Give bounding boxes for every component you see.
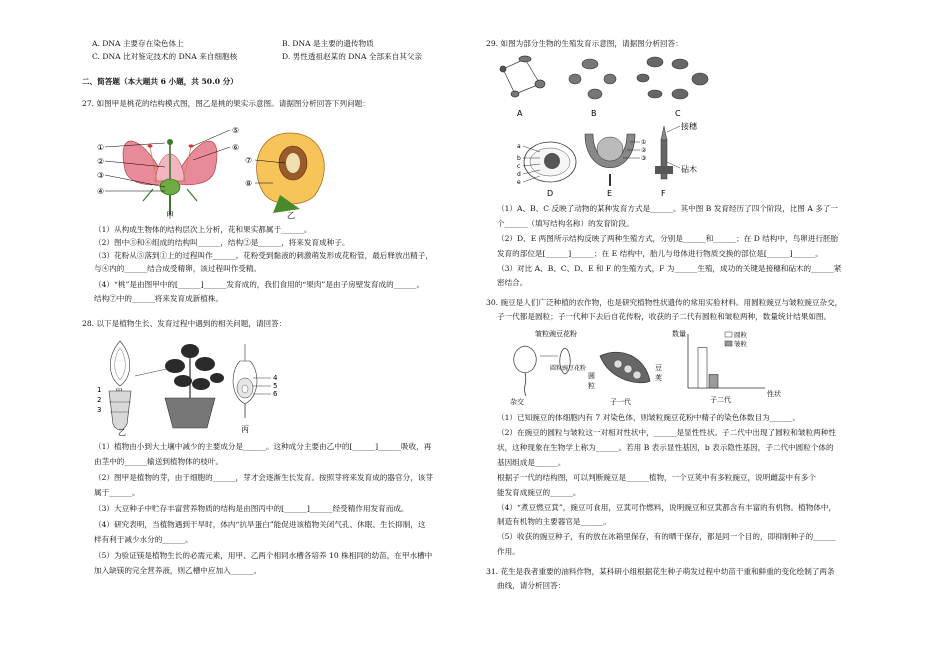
label-2: ② [97, 157, 105, 166]
label-a: a [517, 143, 521, 150]
caption-f: F [661, 189, 666, 198]
ovary [160, 179, 180, 195]
q28-sub2b: 属于______。 [94, 488, 140, 497]
q31-stem2: 曲线，请分析回答： [497, 581, 566, 590]
num-2: 2 [97, 396, 102, 404]
q28-sub5b: 加入缺镁的完全营养液，则乙槽中应加入______。 [94, 566, 262, 575]
q30-sub4b: 制造有机物的主要器官是______。 [497, 517, 611, 526]
label-zajiao: 杂交 [510, 398, 524, 406]
legend-swatch-round [725, 332, 732, 337]
label-b: b [517, 155, 521, 162]
q26-option-c: C. DNA 比对鉴定技术的 DNA 来自细胞核 [92, 52, 238, 61]
plant-leaves [165, 344, 224, 390]
q30-sub5b: 作用。 [497, 547, 520, 556]
q30-pea-cross-figure [500, 326, 670, 408]
q27-sub4b: 结构⑦中的______将来发育成新植株。 [94, 294, 224, 303]
anther [189, 144, 194, 147]
q29-stem: 29. 如图为部分生物的生殖发育示意图，请据图分析回答： [486, 39, 683, 48]
seed [286, 153, 300, 173]
q28-sub4b: 样有利于减少水分的______。 [94, 535, 193, 544]
q31-stem1: 31. 花生是我者重要的油料作物，某科研小组根据花生种子萌发过程中幼苗干重和鲜重的变化绘制了两条 [486, 567, 835, 576]
num-4: 4 [273, 374, 278, 382]
pea-flower-left [514, 346, 537, 373]
label-jiesui: 接穗 [681, 122, 697, 131]
label-ziyidai: 子一代 [610, 398, 631, 406]
root-tip [109, 391, 131, 430]
q30-trait-bar-chart [670, 326, 790, 408]
q27-peach-fruit-figure [245, 125, 335, 220]
label-c: c [517, 163, 521, 170]
label-3: ③ [97, 171, 105, 180]
q30-sub3b: 能发育成豌豆的______。 [497, 488, 581, 497]
q27-sub2: （2）图中⑤和⑥组成的结构叫______，结构②是______，将来发育成种子。 [94, 238, 350, 247]
stigma [167, 139, 173, 145]
legend-round: 圆粒 [734, 331, 747, 339]
q28-sub3: （3）大豆种子中贮存丰富营养物质的结构是由图丙中的[______]______经受精作用发育而成。 [94, 504, 409, 513]
q26-option-d: D. 男性透祖赵某的 DNA 全部来自其父亲 [282, 52, 423, 61]
label-1: ① [97, 143, 105, 152]
diagram-b-cycle [569, 59, 616, 99]
q28-sub5a: （5）为验证镁是植物生长的必需元素，用甲、乙两个相同水槽各培养 10 株相同的幼苗，在甲水槽中 [94, 551, 433, 560]
q27-sub3a: （3）花粉从⑤落到①上的过程叫作______。花粉受到黏液的刺激萌发形成花粉管，最后释放出精子， [94, 251, 433, 260]
q27-stem: 27. 如图甲是桃花的结构模式图，图乙是桃的果实示意图。请据图分析回答下列问题： [82, 99, 370, 108]
q28-sub4a: （4）研究表明，当植物遇到干旱时，体内“抗旱蛋白”能促进该植物关闭气孔、休眠、生长抑制，这 [94, 520, 426, 529]
bud-outline [110, 341, 130, 386]
caption-b: B [591, 109, 597, 118]
section-heading: 二、简答题（本大题共 6 小题，共 50.0 分） [82, 77, 238, 86]
q27-sub3b: 与④内的______结合成受精卵，该过程叫作受精。 [94, 264, 262, 273]
q30-sub2a: （2）在豌豆的圆粒与皱粒这一对相对性状中，______是显性性状。子二代中出现了圆粒和皱粒两种性 [497, 428, 836, 437]
label-dou: 豆 [655, 364, 662, 372]
q26-option-a: A. DNA 主要存在染色体上 [92, 39, 184, 48]
num-6: 6 [273, 390, 278, 398]
label-zhanmu: 砧木 [681, 165, 697, 174]
label-li: 粒 [588, 382, 595, 390]
label-e3: ③ [641, 155, 647, 162]
q30-stem1: 30. 豌豆是人们广泛种植的农作物，也是研究植物性状遗传的常用实验材料。用圆粒豌豆与皱粒豌豆杂交， [486, 298, 843, 307]
caption-jia: 甲 [166, 211, 174, 220]
caption-yi: 乙 [287, 211, 295, 220]
x-axis-label: 性状 [767, 390, 781, 398]
q30-sub4a: （4）“煮豆燃豆萁”，豌豆可食用，豆萁可作燃料，说明豌豆和豆萁都含有丰富的有机物。植物体中， [497, 503, 837, 512]
q28-stem: 28. 以下是植物生长、发育过程中遇到的相关问题，请回答： [82, 319, 287, 328]
q27-sub4a: （4）“桃”是由图甲中的[______]______发育成的，我们食用的“果肉”是由子房壁发育成的______。 [94, 280, 425, 289]
bar-wrinkled [709, 375, 718, 389]
legend-wrinkled: 皱粒 [734, 340, 747, 348]
q27-sub1: （1）从构成生物体的结构层次上分析，花和果实都属于______。 [94, 225, 312, 234]
label-yuan: 圆 [588, 372, 595, 380]
flower-pot [165, 398, 215, 428]
q30-sub1: （1）已知豌豆的体细胞内有 7 对染色体，则皱粒豌豆花粉中精子的染色体数目为______。 [497, 413, 801, 422]
label-zhouli-pollen: 皱粒豌豆花粉 [535, 330, 577, 338]
y-axis-label: 数量 [672, 330, 686, 338]
q29-reproduction-figure [495, 54, 725, 199]
x-category-label: 子二代 [710, 396, 731, 404]
num-5: 5 [273, 382, 278, 390]
q28-plant-figure [95, 336, 295, 436]
label-8: ⑧ [245, 179, 253, 188]
bar-round [698, 348, 707, 389]
num-3: 3 [97, 406, 102, 414]
label-jia: 荚 [655, 374, 662, 382]
q30-sub2c: 基因组成是______。 [497, 458, 566, 467]
q30-stem2: 子一代都是圆粒；子一代种下去后自花传粉，收获的子二代有圆粒和皱粒两种，数量统计结果如图。 [497, 312, 832, 321]
q30-sub2b: 状，这种现象在生物学上称为______。若用 B 表示显性基因，b 表示隐性基因，子二代中圆粒个体的 [497, 443, 834, 452]
q28-sub1a: （1）植物由小到大土壤中减少的主要成分是______。这种成分主要由乙中的[______]______吸收，再 [94, 442, 432, 451]
caption-bing: 丙 [241, 425, 249, 434]
label-7: ⑦ [245, 156, 253, 165]
caption-a: A [517, 109, 523, 118]
diagram-a-cycle [500, 56, 545, 97]
label-4: ④ [97, 187, 105, 196]
anther [148, 144, 153, 147]
label-e2: ② [641, 147, 647, 154]
q28-sub1b: 由茎中的______输送到植物体的枝叶。 [94, 457, 224, 466]
q29-sub3a: （3）对比 A、B、C、D、E 和 F 的生殖方式，F 为______生殖，成功的关键是接穗和砧木的______紧 [497, 264, 842, 273]
caption-e: E [607, 189, 613, 198]
q29-sub2b: 发育的部位是[______]______；在 E 结构中，胎儿与母体进行物质交换的部位是[______]______。 [497, 249, 823, 258]
q30-sub5a: （5）收获的豌豆种子，有的放在冰箱里保存，有的晒干保存，都是同一个目的，即抑制种子的______ [497, 532, 836, 541]
label-5: ⑤ [232, 126, 240, 135]
q26-option-b: B. DNA 是主要的遗传物质 [282, 39, 374, 48]
label-e: e [517, 179, 521, 186]
label-yuanli-pollen: 圆粒豌豆花粉 [550, 365, 587, 372]
legend-swatch-wrinkled [725, 341, 732, 346]
q28-sub2a: （2）图甲是植物的芽，由于细胞的______，芽才会逐渐生长发育。按照芽将来发育成的器官分，该芽 [94, 473, 433, 482]
label-6: ⑥ [232, 143, 240, 152]
q30-sub3a: 根据子一代的结构图，可以判断豌豆是______植物，一个豆荚中有多粒豌豆，说明雌蕊中有多个 [497, 473, 816, 482]
q29-sub1b: 个______（填写结构名称）的发育阶段。 [497, 219, 634, 228]
caption-c: C [675, 109, 681, 118]
q27-peach-flower-figure [95, 115, 245, 220]
num-1: 1 [97, 386, 102, 394]
q29-sub3b: 密结合。 [497, 278, 528, 287]
label-d: d [517, 171, 521, 178]
caption-d: D [547, 189, 554, 198]
caption-yi: 乙 [118, 428, 126, 436]
diagram-c-cycle [637, 57, 708, 99]
q29-sub2a: （2）D、E 两图所示结构反映了两种生殖方式，分别是______和______；在 D 结构中，鸟卵进行胚胎 [497, 234, 839, 243]
q29-sub1a: （1）A、B、C 反映了动物的某种发育方式是______。其中图 B 发育经历了四个阶段，比图 A 多了一 [497, 204, 838, 213]
label-e1: ① [641, 139, 647, 146]
